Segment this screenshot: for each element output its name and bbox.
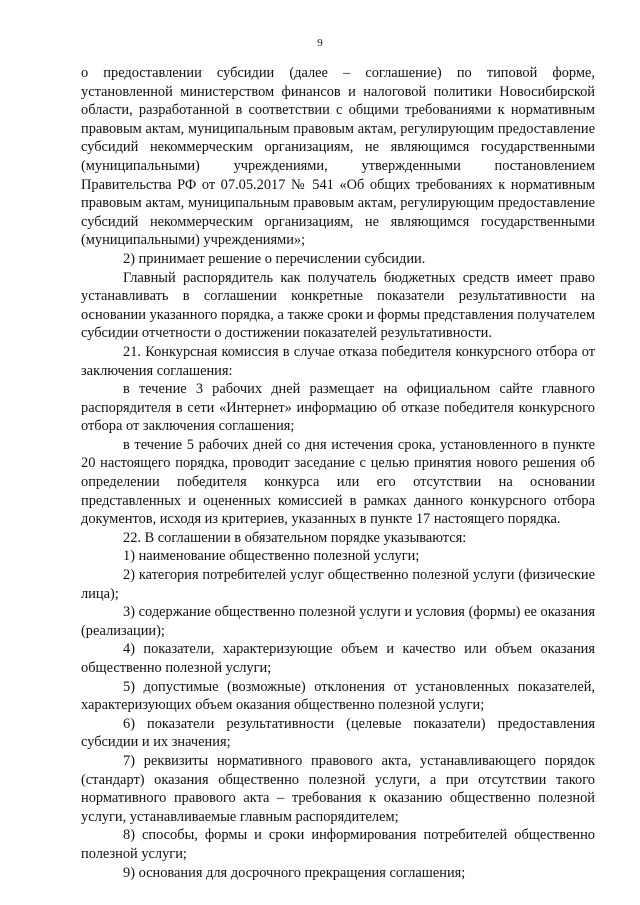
paragraph-item-2-transfer-decision: 2) принимает решение о перечислении субсидии.: [123, 250, 426, 267]
document-body: [81, 64, 595, 882]
page-number: 9: [317, 37, 323, 49]
list-item-3: 3) содержание общественно полезной услуги и условия (формы) ее оказания (реализации);: [81, 604, 595, 639]
list-item-2: 2) категория потребителей услуг общественно полезной услуги (физические лица);: [81, 567, 595, 602]
paragraph-clause-21-new-decision: в течение 5 рабочих дней со дня истечения срока, установленного в пункте 20 настоящего порядка, проводит заседание с целью принятия нового решения об определении победителя конкурса или его отсутствии на основании представленных и оцененных комиссией в рамках данного конкурсного отбора документов, исходя из критериев, указанных в пункте 17 настоящего порядка.: [81, 436, 595, 528]
list-item-1: 1) наименование общественно полезной услуги;: [123, 548, 420, 565]
list-item-6: 6) показатели результативности (целевые показатели) предоставления субсидии и их значения;: [81, 715, 595, 751]
list-item-5: 5) допустимые (возможные) отклонения от установленных показателей, характеризующих объем оказания общественно полезной услуги;: [81, 678, 595, 714]
list-item-7: 7) реквизиты нормативного правового акта, устанавливающего порядок (стандарт) оказания общественно полезной услуги, а при отсутствии такого нормативного правового акта – требования к оказанию общественно полезной услуги, устанавливаемые главным распорядителем;: [81, 752, 595, 825]
paragraph-clause-21: 21. Конкурсная комиссия в случае отказа победителя конкурсного отбора от заключения соглашения:: [81, 343, 595, 379]
paragraph-clause-22: 22. В соглашении в обязательном порядке указываются:: [123, 529, 467, 546]
paragraph-clause-21-publication: в течение 3 рабочих дней размещает на официальном сайте главного распорядителя в сети «Интернет» информацию об отказе победителя конкурсного отбора от заключения соглашения;: [81, 381, 595, 435]
list-item-9: 9) основания для досрочного прекращения соглашения;: [123, 864, 466, 881]
paragraph-performance-indicators-right: Главный распорядитель как получатель бюджетных средств имеет право устанавливать в соглашении конкретные показатели результативности на основании указанного порядка, а также сроки и формы представления получателем субсидии отчетности о достижении показателей результативности.: [81, 269, 595, 342]
list-item-4: 4) показатели, характеризующие объем и качество или объем оказания общественно полезной услуги;: [81, 641, 595, 676]
paragraph-agreement-continuation: о предоставлении субсидии (далее – соглашение) по типовой форме, установленной министерством финансов и налоговой политики Новосибирской области, разработанной в соответствии с общими требованиями к нормативным правовым актам, муниципальным правовым актам, регулирующим предоставление субсидий некоммерческим организациям, не являющимся государственными (муниципальными) учреждениями, утвержденными постановлением Правительства РФ от 07.05.2017 № 541 «Об общих требованиях к нормативным правовым актам, муниципальным правовым актам, регулирующим предоставление субсидий некоммерческим организациям, не являющимся государственными (муниципальными) учреждениями»;: [81, 65, 595, 249]
list-item-8: 8) способы, формы и сроки информирования потребителей общественно полезной услуги;: [81, 827, 595, 862]
